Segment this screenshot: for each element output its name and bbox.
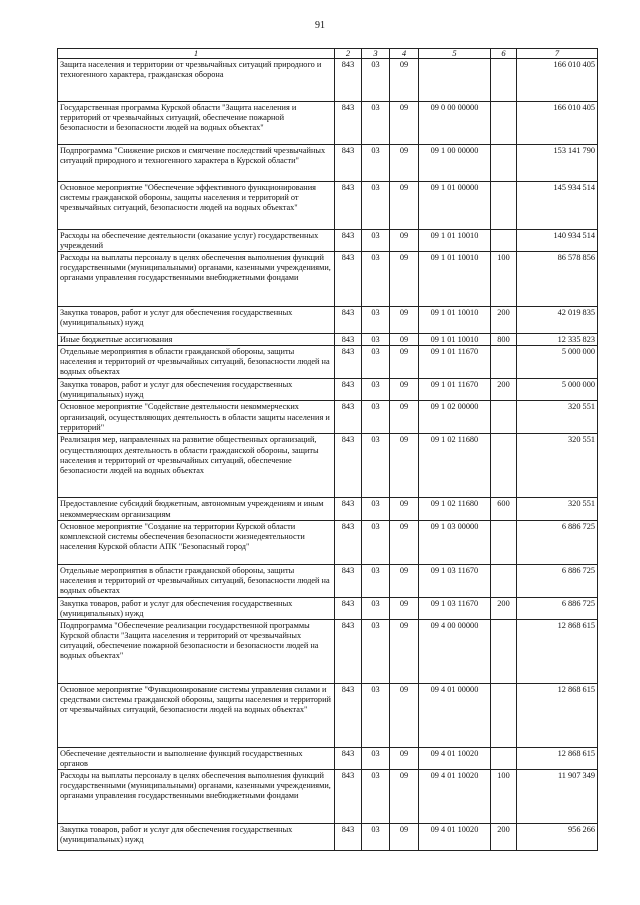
row-name-cell: Государственная программа Курской области "Защита населения и территорий от чрезвычайных ситуаций, обеспечение пожарной безопасности и безопасности людей на водных объектах" <box>58 102 335 145</box>
row-name-cell: Подпрограмма "Снижение рисков и смягчение последствий чрезвычайных ситуаций природного и техногенного характера в Курской области" <box>58 145 335 182</box>
row-name-cell: Закупка товаров, работ и услуг для обеспечения государственных (муниципальных) нужд <box>58 824 335 851</box>
row-name-cell: Подпрограмма "Обеспечение реализации государственной программы Курской области "Защита населения и территорий от чрезвычайных ситуаций, обеспечение пожарной безопасности и безопасности людей на водных объектах" <box>58 619 335 683</box>
row-target-article-cell: 09 4 01 10020 <box>419 824 491 851</box>
row-subsection-cell: 09 <box>390 401 419 434</box>
row-subsection-cell: 09 <box>390 434 419 498</box>
row-name-cell: Предоставление субсидий бюджетным, автономным учреждениям и иным некоммерческим организациям <box>58 498 335 520</box>
row-target-article-cell: 09 1 03 11670 <box>419 597 491 619</box>
table-row <box>58 434 598 498</box>
row-subsection-cell: 09 <box>390 252 419 307</box>
table-row <box>58 824 598 851</box>
row-section-cell: 03 <box>362 334 390 346</box>
row-expense-type-cell <box>491 434 517 498</box>
row-name-cell: Отдельные мероприятия в области гражданской обороны, защиты населения и территорий от чрезвычайных ситуаций, безопасности людей на водных объектах <box>58 346 335 379</box>
row-section-cell: 03 <box>362 59 390 102</box>
row-subsection-cell: 09 <box>390 334 419 346</box>
row-grbs-cell: 843 <box>335 102 362 145</box>
row-amount-cell: 140 934 514 <box>517 230 598 252</box>
row-subsection-cell: 09 <box>390 683 419 747</box>
row-subsection-cell: 09 <box>390 520 419 564</box>
header-cell: 1 <box>58 49 335 59</box>
row-expense-type-cell <box>491 182 517 230</box>
row-grbs-cell: 843 <box>335 59 362 102</box>
row-amount-cell: 320 551 <box>517 401 598 434</box>
row-section-cell: 03 <box>362 747 390 769</box>
row-grbs-cell: 843 <box>335 564 362 597</box>
row-amount-cell: 320 551 <box>517 498 598 520</box>
table-row <box>58 334 598 346</box>
row-amount-cell: 42 019 835 <box>517 307 598 334</box>
row-grbs-cell: 843 <box>335 520 362 564</box>
row-amount-cell: 166 010 405 <box>517 102 598 145</box>
row-section-cell: 03 <box>362 619 390 683</box>
row-subsection-cell: 09 <box>390 102 419 145</box>
row-target-article-cell: 09 1 00 00000 <box>419 145 491 182</box>
row-grbs-cell: 843 <box>335 770 362 824</box>
row-amount-cell: 11 907 349 <box>517 770 598 824</box>
table-row <box>58 307 598 334</box>
row-target-article-cell: 09 1 01 10010 <box>419 307 491 334</box>
row-subsection-cell: 09 <box>390 498 419 520</box>
row-section-cell: 03 <box>362 770 390 824</box>
row-amount-cell: 5 000 000 <box>517 379 598 401</box>
budget-table <box>57 48 598 851</box>
row-amount-cell: 12 868 615 <box>517 747 598 769</box>
row-amount-cell: 153 141 790 <box>517 145 598 182</box>
row-name-cell: Основное мероприятие "Создание на территории Курской области комплексной системы обеспечения безопасности жизнедеятельности населения Курской области АПК "Безопасный город" <box>58 520 335 564</box>
row-amount-cell: 12 868 615 <box>517 619 598 683</box>
table-row <box>58 770 598 824</box>
row-grbs-cell: 843 <box>335 498 362 520</box>
table-row <box>58 747 598 769</box>
row-name-cell: Закупка товаров, работ и услуг для обеспечения государственных (муниципальных) нужд <box>58 307 335 334</box>
row-grbs-cell: 843 <box>335 252 362 307</box>
row-expense-type-cell: 200 <box>491 307 517 334</box>
table-row <box>58 498 598 520</box>
row-grbs-cell: 843 <box>335 597 362 619</box>
row-target-article-cell: 09 1 01 10010 <box>419 230 491 252</box>
row-grbs-cell: 843 <box>335 683 362 747</box>
table-row <box>58 619 598 683</box>
row-target-article-cell: 09 4 01 00000 <box>419 683 491 747</box>
row-subsection-cell: 09 <box>390 747 419 769</box>
row-name-cell: Обеспечение деятельности и выполнение функций государственных органов <box>58 747 335 769</box>
table-row <box>58 564 598 597</box>
row-expense-type-cell: 200 <box>491 824 517 851</box>
row-subsection-cell: 09 <box>390 564 419 597</box>
row-section-cell: 03 <box>362 683 390 747</box>
row-subsection-cell: 09 <box>390 346 419 379</box>
row-section-cell: 03 <box>362 145 390 182</box>
row-section-cell: 03 <box>362 182 390 230</box>
row-amount-cell: 5 000 000 <box>517 346 598 379</box>
row-name-cell: Закупка товаров, работ и услуг для обеспечения государственных (муниципальных) нужд <box>58 597 335 619</box>
row-subsection-cell: 09 <box>390 619 419 683</box>
table-row <box>58 59 598 102</box>
row-name-cell: Реализация мер, направленных на развитие общественных организаций, осуществляющих деятельность в области гражданской обороны, защиты населения и территорий от чрезвычайных ситуаций, обеспечение безопасности людей на водных объектах <box>58 434 335 498</box>
row-grbs-cell: 843 <box>335 747 362 769</box>
row-name-cell: Закупка товаров, работ и услуг для обеспечения государственных (муниципальных) нужд <box>58 379 335 401</box>
table-row <box>58 252 598 307</box>
row-name-cell: Расходы на выплаты персоналу в целях обеспечения выполнения функций государственными (муниципальными) органами, казенными учреждениями, органами управления государственными внебюджетными фондами <box>58 770 335 824</box>
row-grbs-cell: 843 <box>335 401 362 434</box>
row-target-article-cell: 09 1 01 10010 <box>419 334 491 346</box>
row-expense-type-cell <box>491 564 517 597</box>
row-target-article-cell: 09 1 01 11670 <box>419 346 491 379</box>
row-target-article-cell: 09 1 01 00000 <box>419 182 491 230</box>
row-amount-cell: 956 266 <box>517 824 598 851</box>
header-cell: 6 <box>491 49 517 59</box>
row-name-cell: Основное мероприятие "Содействие деятельности некоммерческих организаций, осуществляющих деятельность в области защиты населения и территорий" <box>58 401 335 434</box>
row-grbs-cell: 843 <box>335 230 362 252</box>
row-target-article-cell: 09 4 00 00000 <box>419 619 491 683</box>
row-section-cell: 03 <box>362 102 390 145</box>
row-amount-cell: 166 010 405 <box>517 59 598 102</box>
row-target-article-cell: 09 1 03 11670 <box>419 564 491 597</box>
row-expense-type-cell: 200 <box>491 597 517 619</box>
table-row <box>58 182 598 230</box>
header-row <box>58 49 598 59</box>
row-section-cell: 03 <box>362 824 390 851</box>
table-row <box>58 379 598 401</box>
row-subsection-cell: 09 <box>390 379 419 401</box>
row-grbs-cell: 843 <box>335 145 362 182</box>
row-target-article-cell: 09 1 03 00000 <box>419 520 491 564</box>
row-expense-type-cell <box>491 346 517 379</box>
row-section-cell: 03 <box>362 346 390 379</box>
row-subsection-cell: 09 <box>390 597 419 619</box>
header-cell: 7 <box>517 49 598 59</box>
row-expense-type-cell <box>491 520 517 564</box>
row-target-article-cell: 09 1 01 10010 <box>419 252 491 307</box>
row-target-article-cell: 09 1 02 11680 <box>419 434 491 498</box>
row-expense-type-cell <box>491 59 517 102</box>
header-cell: 5 <box>419 49 491 59</box>
row-grbs-cell: 843 <box>335 182 362 230</box>
row-name-cell: Отдельные мероприятия в области гражданской обороны, защиты населения и территорий от чрезвычайных ситуаций, безопасности людей на водных объектах <box>58 564 335 597</box>
header-cell: 4 <box>390 49 419 59</box>
row-subsection-cell: 09 <box>390 307 419 334</box>
row-amount-cell: 12 335 823 <box>517 334 598 346</box>
page-number: 91 <box>315 20 325 31</box>
row-target-article-cell: 09 4 01 10020 <box>419 770 491 824</box>
row-expense-type-cell: 800 <box>491 334 517 346</box>
header-cell: 2 <box>335 49 362 59</box>
row-target-article-cell: 09 1 01 11670 <box>419 379 491 401</box>
table-row <box>58 346 598 379</box>
row-expense-type-cell <box>491 230 517 252</box>
row-grbs-cell: 843 <box>335 824 362 851</box>
row-section-cell: 03 <box>362 498 390 520</box>
row-target-article-cell: 09 0 00 00000 <box>419 102 491 145</box>
row-amount-cell: 12 868 615 <box>517 683 598 747</box>
row-section-cell: 03 <box>362 520 390 564</box>
row-amount-cell: 6 886 725 <box>517 597 598 619</box>
row-name-cell: Основное мероприятие "Функционирование системы управления силами и средствами системы гражданской обороны, защиты населения и территорий от чрезвычайных ситуаций, безопасности людей на водных объектах" <box>58 683 335 747</box>
row-name-cell: Иные бюджетные ассигнования <box>58 334 335 346</box>
row-grbs-cell: 843 <box>335 307 362 334</box>
row-section-cell: 03 <box>362 379 390 401</box>
row-expense-type-cell <box>491 401 517 434</box>
row-expense-type-cell <box>491 747 517 769</box>
row-expense-type-cell: 100 <box>491 252 517 307</box>
row-section-cell: 03 <box>362 401 390 434</box>
row-expense-type-cell: 100 <box>491 770 517 824</box>
table-row <box>58 520 598 564</box>
row-target-article-cell: 09 1 02 11680 <box>419 498 491 520</box>
row-section-cell: 03 <box>362 252 390 307</box>
row-section-cell: 03 <box>362 230 390 252</box>
table-row <box>58 145 598 182</box>
row-expense-type-cell: 200 <box>491 379 517 401</box>
table-row <box>58 597 598 619</box>
table-row <box>58 401 598 434</box>
row-grbs-cell: 843 <box>335 619 362 683</box>
row-section-cell: 03 <box>362 564 390 597</box>
row-expense-type-cell <box>491 102 517 145</box>
row-amount-cell: 86 578 856 <box>517 252 598 307</box>
row-subsection-cell: 09 <box>390 59 419 102</box>
table-row <box>58 683 598 747</box>
row-amount-cell: 6 886 725 <box>517 520 598 564</box>
row-subsection-cell: 09 <box>390 145 419 182</box>
row-expense-type-cell: 600 <box>491 498 517 520</box>
row-target-article-cell: 09 4 01 10020 <box>419 747 491 769</box>
row-name-cell: Расходы на обеспечение деятельности (оказание услуг) государственных учреждений <box>58 230 335 252</box>
row-subsection-cell: 09 <box>390 182 419 230</box>
row-subsection-cell: 09 <box>390 770 419 824</box>
row-section-cell: 03 <box>362 597 390 619</box>
row-name-cell: Основное мероприятие "Обеспечение эффективного функционирования системы гражданской обороны, защиты населения и территорий от чрезвычайных ситуаций, безопасности людей на водных объектах" <box>58 182 335 230</box>
row-grbs-cell: 843 <box>335 379 362 401</box>
row-subsection-cell: 09 <box>390 230 419 252</box>
row-amount-cell: 6 886 725 <box>517 564 598 597</box>
row-target-article-cell: 09 1 02 00000 <box>419 401 491 434</box>
row-expense-type-cell <box>491 619 517 683</box>
table-row <box>58 102 598 145</box>
row-subsection-cell: 09 <box>390 824 419 851</box>
row-grbs-cell: 843 <box>335 434 362 498</box>
row-target-article-cell <box>419 59 491 102</box>
row-expense-type-cell <box>491 683 517 747</box>
row-grbs-cell: 843 <box>335 346 362 379</box>
row-grbs-cell: 843 <box>335 334 362 346</box>
row-section-cell: 03 <box>362 307 390 334</box>
row-amount-cell: 145 934 514 <box>517 182 598 230</box>
row-amount-cell: 320 551 <box>517 434 598 498</box>
header-cell: 3 <box>362 49 390 59</box>
row-section-cell: 03 <box>362 434 390 498</box>
row-expense-type-cell <box>491 145 517 182</box>
table-row <box>58 230 598 252</box>
row-name-cell: Расходы на выплаты персоналу в целях обеспечения выполнения функций государственными (муниципальными) органами, казенными учреждениями, органами управления государственными внебюджетными фондами <box>58 252 335 307</box>
row-name-cell: Защита населения и территории от чрезвычайных ситуаций природного и техногенного характера, гражданская оборона <box>58 59 335 102</box>
